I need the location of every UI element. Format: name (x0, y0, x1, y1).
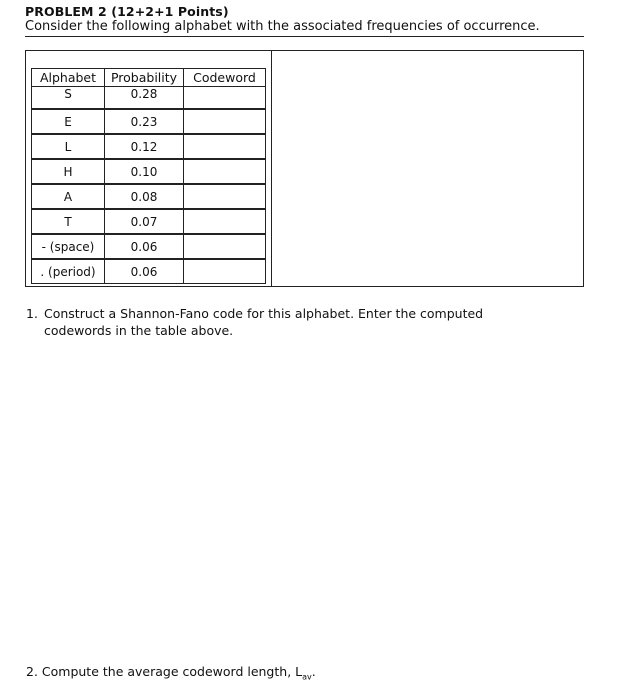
table-row (32, 159, 266, 184)
symbol-cell: S (32, 87, 105, 110)
column-header-probability: Probability (105, 69, 184, 87)
table-row (32, 209, 266, 234)
symbol-cell: H (32, 159, 105, 184)
question-2 (26, 664, 316, 682)
symbol-cell: E (32, 109, 105, 134)
frequency-table (31, 68, 266, 284)
question-1-line-1: Construct a Shannon-Fano code for this alphabet. Enter the computed (44, 306, 484, 321)
probability-cell: 0.12 (105, 134, 184, 159)
symbol-cell: T (32, 209, 105, 234)
table-row (32, 234, 266, 259)
problem-title: PROBLEM 2 (12+2+1 Points) (25, 4, 229, 19)
codeword-cell[interactable] (184, 109, 266, 134)
probability-cell: 0.28 (105, 87, 184, 110)
work-area[interactable] (271, 50, 584, 287)
table-row (32, 184, 266, 209)
probability-cell: 0.06 (105, 259, 184, 284)
question-2-end: . (311, 664, 316, 679)
question-1 (26, 305, 546, 339)
question-2-text: 2. Compute the average codeword length, L (26, 664, 303, 679)
codeword-cell[interactable] (184, 259, 266, 284)
symbol-cell: A (32, 184, 105, 209)
codeword-cell[interactable] (184, 87, 266, 110)
question-1-line-2: codewords in the table above. (44, 323, 234, 338)
table-row (32, 87, 266, 110)
probability-cell: 0.06 (105, 234, 184, 259)
table-header-row (32, 69, 266, 87)
question-2-subscript: av (302, 672, 312, 682)
codeword-cell[interactable] (184, 209, 266, 234)
codeword-cell[interactable] (184, 234, 266, 259)
codeword-cell[interactable] (184, 134, 266, 159)
column-header-codeword: Codeword (184, 69, 266, 87)
symbol-cell: L (32, 134, 105, 159)
codeword-cell[interactable] (184, 184, 266, 209)
table-row (32, 259, 266, 284)
codeword-cell[interactable] (184, 159, 266, 184)
symbol-cell: - (space) (32, 234, 105, 259)
symbol-cell: . (period) (32, 259, 105, 284)
title-divider (25, 36, 584, 37)
table-row (32, 134, 266, 159)
table-row (32, 109, 266, 134)
probability-cell: 0.10 (105, 159, 184, 184)
probability-cell: 0.08 (105, 184, 184, 209)
probability-cell: 0.23 (105, 109, 184, 134)
question-1-number: 1. (26, 306, 38, 321)
problem-intro: Consider the following alphabet with the associated frequencies of occurrence. (25, 19, 540, 34)
column-header-alphabet: Alphabet (32, 69, 105, 87)
probability-cell: 0.07 (105, 209, 184, 234)
